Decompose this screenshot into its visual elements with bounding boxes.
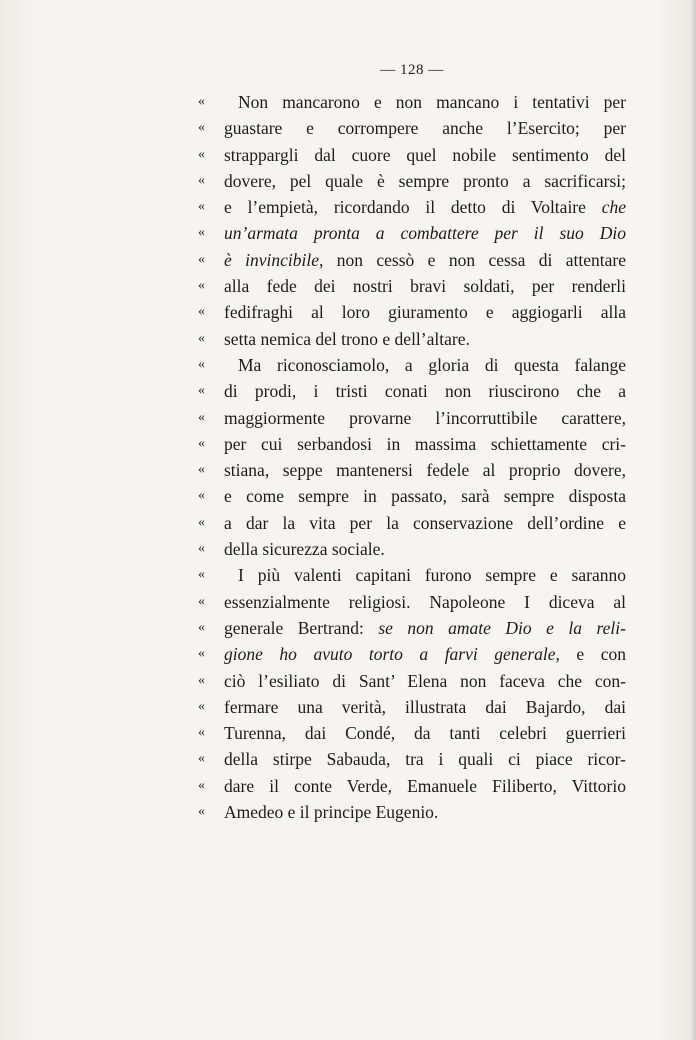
text-line: [198, 168, 626, 194]
text-segment: fedifraghi al loro giuramento e aggiogarli alla: [224, 302, 626, 323]
text-segment: fermare una verità, illustrata dai Bajardo, dai: [224, 696, 626, 717]
quote-mark: «: [198, 304, 205, 320]
quote-mark: «: [198, 725, 205, 741]
quote-mark: «: [198, 146, 205, 162]
line-text: [224, 668, 626, 694]
text-line: [198, 220, 626, 246]
line-text: [224, 247, 626, 273]
text-line: [198, 405, 626, 431]
quote-mark: «: [198, 251, 205, 267]
line-text: [224, 326, 626, 352]
text-segment: e l’empietà, ricordando il detto di Voltaire: [224, 197, 602, 218]
quote-mark: «: [198, 567, 205, 583]
quote-mark: «: [198, 435, 205, 451]
quote-mark: «: [198, 120, 205, 136]
quote-mark: «: [198, 777, 205, 793]
line-text: [224, 142, 626, 168]
quote-mark: «: [198, 698, 205, 714]
text-segment: ciò l’esiliato di Sant’ Elena non faceva che con-: [224, 670, 626, 691]
line-text: [224, 457, 626, 483]
line-text: [224, 299, 626, 325]
page-number: — 128 —: [380, 62, 444, 78]
text-line: [198, 115, 626, 141]
text-line: [198, 194, 626, 220]
line-text: [224, 799, 626, 825]
text-line: [198, 720, 626, 746]
text-segment: di prodi, i tristi conati non riuscirono che a: [224, 381, 626, 402]
text-line: [198, 378, 626, 404]
text-segment: guastare e corrompere anche l’Esercito; per: [224, 118, 626, 139]
text-segment: e con: [559, 644, 626, 665]
line-text: [224, 405, 626, 431]
text-line: [198, 773, 626, 799]
text-line: [198, 142, 626, 168]
text-segment: dovere, pel quale è sempre pronto a sacrificarsi;: [224, 170, 626, 191]
line-text: [224, 746, 626, 772]
text-segment: strappargli dal cuore quel nobile sentimento del: [224, 144, 626, 165]
text-segment: maggiormente provarne l’incorruttibile carattere,: [224, 407, 626, 428]
line-text: [224, 694, 626, 720]
text-line: [198, 326, 626, 352]
line-text: [224, 483, 626, 509]
text-line: [198, 641, 626, 667]
line-text: [224, 773, 626, 799]
quote-mark: «: [198, 356, 205, 372]
text-segment: della sicurezza sociale.: [224, 539, 385, 560]
text-segment: I più valenti capitani furono sempre e saranno: [238, 565, 626, 586]
line-text: [224, 510, 626, 536]
line-text: [238, 352, 626, 378]
text-line: [198, 457, 626, 483]
quote-mark: «: [198, 199, 205, 215]
line-text: [224, 220, 626, 246]
text-line: [198, 299, 626, 325]
line-text: [224, 431, 626, 457]
text-line: [198, 589, 626, 615]
text-segment: stiana, seppe mantenersi fedele al proprio dovere,: [224, 460, 626, 481]
text-segment: non cessò e non cessa di attentare: [323, 249, 626, 270]
italic-segment: è invincibile,: [224, 249, 324, 270]
text-segment: Ma riconosciamolo, a gloria di questa falange: [238, 354, 626, 375]
quote-mark: «: [198, 94, 205, 109]
text-segment: Amedeo e il principe Eugenio.: [224, 802, 439, 823]
text-line: [198, 431, 626, 457]
text-line: [198, 694, 626, 720]
italic-segment: gione ho avuto torto a farvi generale,: [224, 644, 560, 665]
quote-mark: «: [198, 383, 205, 399]
text-line: [198, 352, 626, 378]
quote-mark: «: [198, 409, 205, 425]
scan-edge-shadow: [690, 0, 696, 1040]
quote-mark: «: [198, 541, 205, 557]
line-text: [238, 562, 626, 588]
text-line: [198, 247, 626, 273]
quote-mark: «: [198, 330, 205, 346]
text-segment: della stirpe Sabauda, tra i quali ci piace ricor-: [224, 749, 626, 770]
text-line: [198, 483, 626, 509]
text-line: [198, 510, 626, 536]
quote-mark: «: [198, 804, 205, 820]
line-text: [224, 536, 626, 562]
quote-mark: «: [198, 672, 205, 688]
quote-mark: «: [198, 278, 205, 294]
line-text: [224, 273, 626, 299]
body-text: [198, 89, 626, 825]
line-text: [238, 89, 626, 115]
line-text: [224, 641, 626, 667]
text-segment: dare il conte Verde, Emanuele Filiberto, Vittorio: [224, 775, 626, 796]
text-segment: generale Bertrand:: [224, 617, 379, 638]
line-text: [224, 378, 626, 404]
quote-mark: «: [198, 593, 205, 609]
quote-mark: «: [198, 488, 205, 504]
quote-mark: «: [198, 225, 205, 241]
line-text: [224, 115, 626, 141]
italic-segment: se non amate Dio e la reli-: [378, 617, 626, 638]
italic-segment: che: [601, 197, 626, 218]
italic-segment: un’armata pronta a combattere per il suo Dio: [224, 223, 626, 244]
text-segment: Turenna, dai Condé, da tanti celebri guerrieri: [224, 723, 626, 744]
line-text: [224, 194, 626, 220]
text-line: [198, 536, 626, 562]
quote-mark: «: [198, 172, 205, 188]
line-text: [224, 615, 626, 641]
quote-mark: «: [198, 514, 205, 530]
text-segment: a dar la vita per la conservazione dell’ordine e: [224, 512, 626, 533]
line-text: [224, 589, 626, 615]
text-line: [198, 799, 626, 825]
quote-mark: «: [198, 646, 205, 662]
text-line: [198, 746, 626, 772]
line-text: [224, 168, 626, 194]
text-line: [198, 615, 626, 641]
quote-mark: «: [198, 462, 205, 478]
text-segment: e come sempre in passato, sarà sempre disposta: [224, 486, 626, 507]
quote-mark: «: [198, 751, 205, 767]
text-line: [198, 89, 626, 115]
text-segment: essenzialmente religiosi. Napoleone I diceva al: [224, 591, 626, 612]
text-segment: Non mancarono e non mancano i tentativi per: [238, 92, 626, 112]
quote-mark: «: [198, 619, 205, 635]
text-segment: setta nemica del trono e dell’altare.: [224, 328, 470, 349]
text-segment: per cui serbandosi in massima schiettamente cri-: [224, 433, 626, 454]
text-line: [198, 668, 626, 694]
text-line: [198, 273, 626, 299]
text-line: [198, 562, 626, 588]
text-segment: alla fede dei nostri bravi soldati, per renderli: [224, 276, 626, 297]
line-text: [224, 720, 626, 746]
